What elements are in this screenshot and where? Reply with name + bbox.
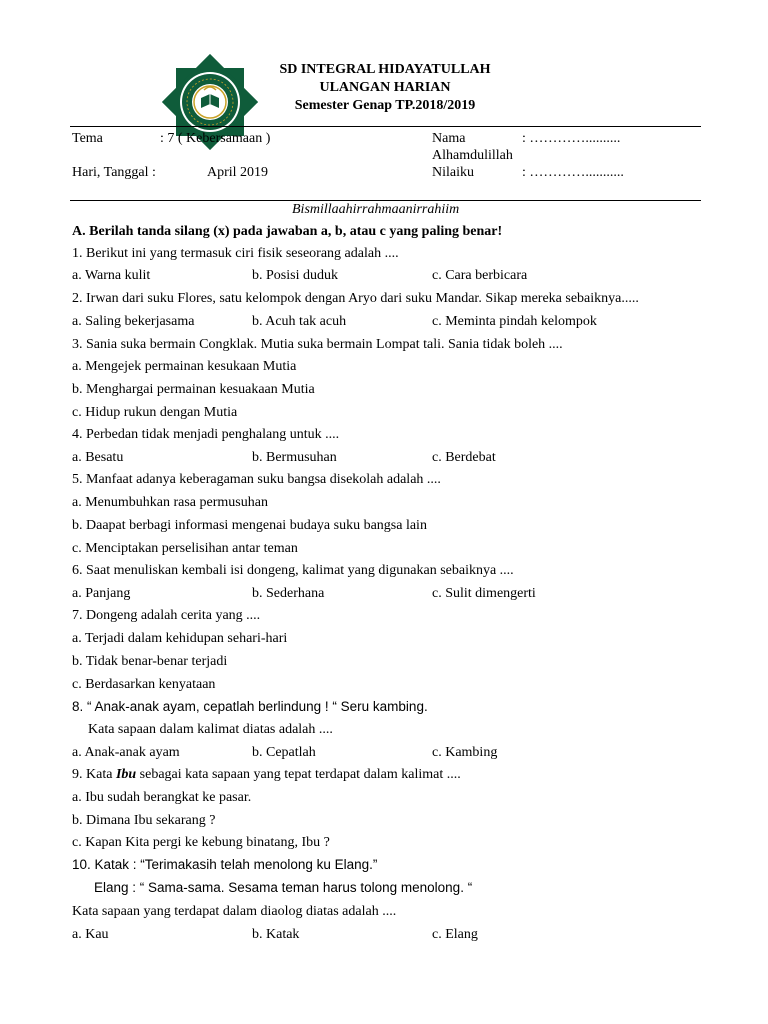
question-8: 8. “ Anak-anak ayam, cepatlah berlindung ! “ Seru kambing. xyxy=(72,699,428,714)
nama-label: Nama xyxy=(432,131,466,146)
q1-option-a[interactable]: a. Warna kulit xyxy=(72,268,151,283)
nama-extra: Alhamdulillah xyxy=(432,148,513,163)
nilai-value: : …………........... xyxy=(522,165,624,180)
q8-option-b[interactable]: b. Cepatlah xyxy=(252,745,316,760)
q2-option-a[interactable]: a. Saling bekerjasama xyxy=(72,314,195,329)
q9-option-c[interactable]: c. Kapan Kita pergi ke kebung binatang, Ibu ? xyxy=(72,835,330,850)
header-divider-bottom xyxy=(70,200,701,201)
question-8-prompt: Kata sapaan dalam kalimat diatas adalah .... xyxy=(88,722,333,737)
question-10-dialog: Elang : “ Sama-sama. Sesama teman harus tolong menolong. “ xyxy=(94,880,473,895)
q6-option-a[interactable]: a. Panjang xyxy=(72,586,131,601)
basmala: Bismillaahirrahmaanirrahiim xyxy=(292,202,460,217)
q7-option-b[interactable]: b. Tidak benar-benar terjadi xyxy=(72,654,228,669)
q7-option-a[interactable]: a. Terjadi dalam kehidupan sehari-hari xyxy=(72,631,288,646)
q2-option-b[interactable]: b. Acuh tak acuh xyxy=(252,314,347,329)
q10-option-a[interactable]: a. Kau xyxy=(72,927,109,942)
question-1: 1. Berikut ini yang termasuk ciri fisik seseorang adalah .... xyxy=(72,246,399,261)
exam-title: ULANGAN HARIAN xyxy=(319,80,451,95)
q4-option-c[interactable]: c. Berdebat xyxy=(432,450,496,465)
question-9-pre: 9. Kata xyxy=(72,767,116,782)
q9-option-b[interactable]: b. Dimana Ibu sekarang ? xyxy=(72,813,216,828)
nama-value: : ………….......... xyxy=(522,131,621,146)
instruction: A. Berilah tanda silang (x) pada jawaban a, b, atau c yang paling benar! xyxy=(72,224,503,239)
q4-option-a[interactable]: a. Besatu xyxy=(72,450,124,465)
q6-option-b[interactable]: b. Sederhana xyxy=(252,586,325,601)
q10-option-c[interactable]: c. Elang xyxy=(432,927,478,942)
q6-option-c[interactable]: c. Sulit dimengerti xyxy=(432,586,536,601)
q2-option-c[interactable]: c. Meminta pindah kelompok xyxy=(432,314,597,329)
tema-label: Tema xyxy=(72,131,103,146)
question-9-keyword: Ibu xyxy=(115,767,137,782)
tema-value: : 7 ( Kebersamaan ) xyxy=(160,131,271,146)
q5-option-a[interactable]: a. Menumbuhkan rasa permusuhan xyxy=(72,495,268,510)
q5-option-b[interactable]: b. Daapat berbagi informasi mengenai budaya suku bangsa lain xyxy=(72,518,427,533)
q4-option-b[interactable]: b. Bermusuhan xyxy=(252,450,337,465)
question-9-post: sebagai kata sapaan yang tepat terdapat dalam kalimat .... xyxy=(136,767,461,782)
question-3: 3. Sania suka bermain Congklak. Mutia suka bermain Lompat tali. Sania tidak boleh .... xyxy=(72,337,563,352)
question-10: 10. Katak : “Terimakasih telah menolong ku Elang.” xyxy=(72,857,378,872)
semester-title: Semester Genap TP.2018/2019 xyxy=(294,98,476,113)
question-6: 6. Saat menuliskan kembali isi dongeng, kalimat yang digunakan sebaiknya .... xyxy=(72,563,514,578)
question-4: 4. Perbedan tidak menjadi penghalang untuk .... xyxy=(72,427,340,442)
question-7: 7. Dongeng adalah cerita yang .... xyxy=(72,608,261,623)
q8-option-a[interactable]: a. Anak-anak ayam xyxy=(72,745,180,760)
q1-option-b[interactable]: b. Posisi duduk xyxy=(252,268,338,283)
q3-option-b[interactable]: b. Menghargai permainan kesuakaan Mutia xyxy=(72,382,315,397)
question-9 xyxy=(72,767,461,783)
nilai-label: Nilaiku xyxy=(432,165,474,180)
q9-option-a[interactable]: a. Ibu sudah berangkat ke pasar. xyxy=(72,790,252,805)
question-2: 2. Irwan dari suku Flores, satu kelompok dengan Aryo dari suku Mandar. Sikap mereka sebaiknya..... xyxy=(72,291,639,306)
header-divider-top xyxy=(70,126,701,127)
hari-label: Hari, Tanggal : xyxy=(72,165,156,180)
q5-option-c[interactable]: c. Menciptakan perselisihan antar teman xyxy=(72,541,298,556)
q8-option-c[interactable]: c. Kambing xyxy=(432,745,498,760)
q10-option-b[interactable]: b. Katak xyxy=(252,927,300,942)
q3-option-a[interactable]: a. Mengejek permainan kesukaan Mutia xyxy=(72,359,297,374)
q1-option-c[interactable]: c. Cara berbicara xyxy=(432,268,528,283)
school-name: SD INTEGRAL HIDAYATULLAH xyxy=(279,62,491,77)
question-5: 5. Manfaat adanya keberagaman suku bangsa disekolah adalah .... xyxy=(72,472,441,487)
question-10-prompt: Kata sapaan yang terdapat dalam diaolog diatas adalah .... xyxy=(72,904,397,919)
q3-option-c[interactable]: c. Hidup rukun dengan Mutia xyxy=(72,405,238,420)
hari-value: April 2019 xyxy=(207,165,269,180)
q7-option-c[interactable]: c. Berdasarkan kenyataan xyxy=(72,677,216,692)
